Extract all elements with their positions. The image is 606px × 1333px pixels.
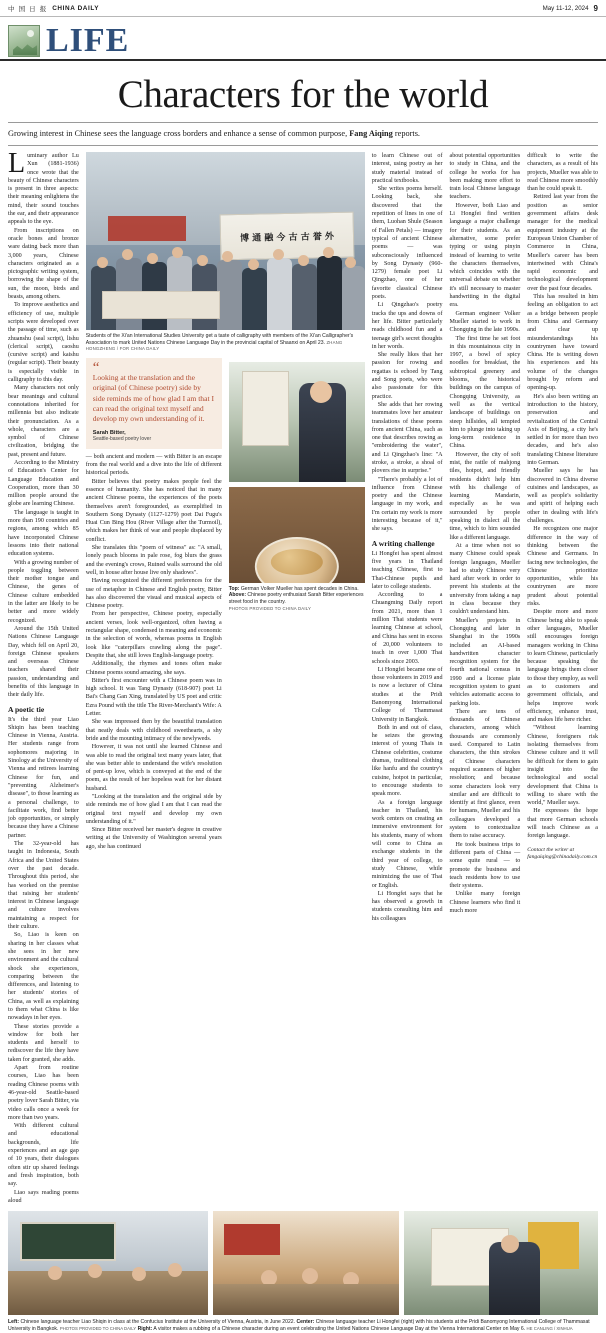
section-title: LIFE xyxy=(46,22,130,59)
paragraph: To improve aesthetics and efficiency of use, multiple scripts were developed over the passage of time, such as zhuanshu (seal script), lishu (clerical script), caoshu (cursive script) and kaishu (regular script). Their beauty is especially visible in calligraphy to this day. xyxy=(8,302,79,384)
paragraph: She adds that her rowing teammates love her amateur translations of these poems from ancient China, such as one that describes rowing as "embroidering the water", and Li Qingzhao's line: "A stroke, a stroke, a shoal of plovers rise in surprise." xyxy=(371,401,443,475)
paragraph: Additionally, the rhymes and tones often make Chinese poems sound amazing, she says. xyxy=(85,661,222,676)
paragraph: He's also been writing an introduction to the history, preservation and revitalization of the Central Axis of Beijing, a city he's settled in for more than two decades, and he's also translating Chinese literature into German. xyxy=(527,393,598,466)
caption-text: Chinese language teacher Liao Shiqin in class at the Confucius Institute at the University of Vienna, Austria, in June 2022. xyxy=(19,1319,296,1326)
article-column-2 xyxy=(86,358,222,851)
rubbing-character-photo xyxy=(404,1211,598,1315)
paragraph: Since Bitter received her master's degree in creative writing at the University of Washington several years ago, she has continued xyxy=(85,827,222,850)
bottom-photo-captions xyxy=(0,1315,606,1332)
bottom-photo-strip xyxy=(0,1205,606,1315)
paragraph: Li Hongfei has spent almost five years in Thailand teaching Chinese, first to Thai-Chinese pupils and later to college students. xyxy=(371,550,443,590)
paragraph: Li Qingzhao's poetry tracks the ups and downs of her life. Bitter particularly reads childhood fun and a teenage girl's secret thoughts in her words. xyxy=(371,302,443,350)
paragraph: There are tens of thousands of Chinese characters, among which thousands are commonly used. Compared to Latin characters, the thin strokes of Chinese characters required scanners of higher resolution; and because some characters look very similar and are difficult to identify at first glance, even for humans, Mueller and his colleagues developed a system to contextualize them to raise accuracy. xyxy=(449,708,521,840)
pull-quote xyxy=(86,358,222,449)
vienna-classroom-photo xyxy=(8,1211,208,1315)
paragraph: about potential opportunities to study in China, and the college he works for has been making more effort to train local Chinese language teachers. xyxy=(449,153,521,201)
section-banner xyxy=(0,17,606,61)
paragraph: However, both Liao and Li Hongfei find written language a major challenge for their students. As an alternative, some prefer typing or using pinyin instead of learning to write the characters themselves, which coincides with the universal debate on whether it's still necessary to master handwriting in the digital era. xyxy=(449,202,521,309)
caption-text: A visitor makes a rubbing of a Chinese character during an event celebrating the United Nations Chinese Language Day at the Vienna International Center on May 6. xyxy=(152,1325,526,1332)
photo-credit: HE CANLING / XINHUA xyxy=(526,1325,573,1331)
paragraph: Bitter believes that poetry makes people feel the essence of humanity. She has noticed that in many ancient Chinese poems, the experiences of the poets themselves aren't foregrounded, as exemplified in Southern Song Dynasty (1127-1279) poet Dai Fugu's Huai Cun Bing Hou (River Village after the Turmoil), which makes her think of war and people displaced by conflict. xyxy=(85,478,222,543)
paragraph: "There's probably a lot of influence from Chinese poetry and the Chinese language in my work, and I'm certain my work is more interesting because of it," she says. xyxy=(371,476,443,533)
caption-label: Right: xyxy=(137,1325,153,1332)
paragraph: "Looking at the translation and the original side by side reminds me of how glad I am that I can read the original text myself and develop my own understanding of it." xyxy=(85,793,222,825)
article-column-3 xyxy=(229,358,365,851)
paragraph: At a time when not so many Chinese could speak foreign languages, Mueller had to study Chinese very hard after work in order to prevent his students at the university from taking a nap in class because they couldn't understand him. xyxy=(449,542,521,616)
paragraph: From inscriptions on oracle bones and bronze ware dating back more than 3,000 years, Chinese characters originated as a pictographic writing system, borrowing the shape of the sun, the moon, birds and beasts, among others. xyxy=(8,227,79,301)
paragraph: From her perspective, Chinese poetry, especially ancient verses, look well-organized, often having a rectangular shape, condensed in meaning and economic in the selection of words, whereas poems in English look like "caterpillars crawling along the page". Despite that, she still loves English-language poetry. xyxy=(85,611,222,659)
paragraph: He recognizes one major difference in the way of thinking between the Chinese and Germans. In facing new technologies, the Chinese prioritize opportunities, while his countrymen are more prudent about potential risks. xyxy=(527,526,598,608)
paragraph: According to a Chuangming Daily report from 2021, more than 1 million Thai students were learning Chinese at school, and China has sent in excess of 20,000 volunteers to teach in over 1,000 Thai schools since 2003. xyxy=(371,592,443,665)
article-column-1 xyxy=(8,148,79,1205)
volker-mueller-portrait xyxy=(229,362,365,482)
paragraph: The first time he set foot in this mountainous city in 1997, a bowl of spicy noodles for breakfast, the subtropical greenery and blooms, the historical buildings on the campus of Chongqing University, as well as the vertical landscape of buildings on steep hillsides, all tempted him to plunge into taking up long-term residence in China. xyxy=(449,335,521,450)
paragraph: The language is taught in more than 190 countries and regions, among which 85 have incorporated Chinese lessons into their national education systems. xyxy=(8,509,79,558)
top-photo-caption xyxy=(86,333,365,353)
paragraph: Many characters not only bear meanings and cultural connotations inherited for millennia but also indicate their pronunciation. As a whole, characters are a symbol of Chinese civilization, bridging the past, present and future. xyxy=(8,385,79,458)
subheadline xyxy=(0,123,606,145)
paragraph: German engineer Volker Mueller started to work in Chongqing in the late 1990s. xyxy=(449,310,521,334)
photo-credit: PHOTOS PROVIDED TO CHINA DAILY xyxy=(59,1325,137,1331)
paragraph: Around the 15th United Nations Chinese Language Day, which fell on April 20, foreign Chinese speakers and overseas Chinese teachers shared their passion, understanding and benefits of this language in their daily life. xyxy=(8,625,79,699)
caption-text: Chinese language teacher Li Hongfei (right) with his students at the Pridi Banomyong International College of Thammasat University in Bangkok. xyxy=(8,1319,590,1332)
photo-credit: PHOTOS PROVIDED TO CHINA DAILY xyxy=(228,605,312,611)
masthead-date: May 11-12, 2024 xyxy=(542,4,589,12)
paragraph: Luminary author Lu Xun (1881-1936) once wrote that the beauty of Chinese characters is present in three aspects: their meaning enlightens the mind, their sound touches the ear, and their appearance appeals to the eye. xyxy=(8,148,79,226)
caption-text: Students of the Xi'an International Studies University get a taste of calligraphy with members of the Xi'an Calligrapher's Association to mark United Nations Chinese Language Day in the provincial capital of Shaanxi on April 23. xyxy=(85,333,354,346)
paragraph: Unlike many foreign Chinese learners who find it much more xyxy=(449,891,521,915)
paragraph: He expresses the hope that more German schools will teach Chinese as a foreign language. xyxy=(527,808,598,840)
pull-quote-attribution-name: Sarah Bitter, xyxy=(92,429,126,436)
quote-mark-icon: “ xyxy=(92,359,100,376)
caption-label: Above: xyxy=(228,592,247,599)
paragraph: She writes poems herself. Looking back, she discovered that the repetition of lines in one of them, Luohan Shule (Season of Fallen Petals) — imagery typical of ancient Chinese poems — was subconsciously influenced by Song Dynasty (960-1279) female poet Li Qingzhao, one of her favorite classical Chinese poets. xyxy=(371,186,443,301)
section-subheading: A writing challenge xyxy=(371,538,435,548)
byline: Fang Aiqing xyxy=(349,129,393,138)
calligraphy-event-photo xyxy=(86,152,365,330)
paragraph: Mueller says he has discovered in China diverse cuisines and landscapes, as well as people's solidarity and spirit of helping each other in dealing with life's challenges. xyxy=(527,468,598,525)
caption-label: Left: xyxy=(8,1319,20,1326)
paragraph: She translates this "poem of witness" as: "A small, lonely peach blooms in pale rose, fog blurs the grass and the evening's crows, Ruined walls surround the old well, in house after house live only shadows". xyxy=(85,545,222,576)
paragraph: With different cultural and educational backgrounds, life experiences and an age gap of 10 years, their dialogues often stir up shared feelings and fresh inspiration, both say. xyxy=(8,1123,79,1188)
paragraph: Liao says reading poems aloud xyxy=(8,1189,79,1204)
paragraph: He took business trips to different parts of China — some quite rural — to promote the business and teach residents how to use their systems. xyxy=(449,841,521,890)
subheadline-text: Growing interest in Chinese sees the language cross borders and enhance a sense of common purpose, xyxy=(8,129,350,138)
paragraph: Li Hongfei says that he has observed a growth in students consulting him and his colleagues xyxy=(371,890,443,922)
article-column-6 xyxy=(527,152,598,1205)
paragraph: These stories provide a window for both her students and herself to rediscover the life they have taken for granted, she adds. xyxy=(8,1023,79,1063)
section-subheading: A poetic tie xyxy=(8,704,45,714)
biangbiang-noodles-photo xyxy=(229,487,365,583)
article-column-5 xyxy=(450,152,521,1205)
paragraph: She really likes that her passion for rowing and regattas is echoed by Tang and Song poets, who were also passionate for this practice. xyxy=(371,352,443,400)
paragraph: Retired last year from the position as senior government affairs desk manager for the medical equipment industry at the European Union Chamber of Commerce in China, Mueller's career has been intertwined with China's rapid economic and technological development over the past four decades. xyxy=(527,194,598,292)
paragraph: She was impressed then by the beautiful translation that neatly deals with childhood sweethearts, a shy bride and the mounting intimacy of the newlyweds. xyxy=(85,719,222,742)
paragraph: Li Hongfei became one of those volunteers in 2019 and is now a lecturer of China studies at the Pridi Banomyong International College of Thammasat University in Bangkok. xyxy=(371,666,443,723)
masthead-page-number: 9 xyxy=(593,3,598,13)
pull-quote-text: Looking at the translation and the original (of Chinese poetry) side by side reminds me of how glad I am that I can read the original text myself and develop my own understanding of it. xyxy=(92,372,215,424)
caption-text: German Volker Mueller has spent decades in China. xyxy=(239,585,359,592)
article-column-4 xyxy=(372,152,443,1205)
paragraph: According to the Ministry of Education's Center for Language Education and Cooperation, more than 30 million people around the globe are learning Chinese. xyxy=(8,459,79,508)
masthead-chinese-name: 中 国 日 报 xyxy=(8,4,48,13)
paragraph: "Without learning Chinese, foreigners risk isolating themselves from Chinese culture and it will be difficult for them to gain insight into the technological and social development that China is willing to share with the world," Mueller says. xyxy=(527,725,598,807)
paragraph: The 32-year-old has taught in Indonesia, South Africa and the United States over the past decade. Throughout this period, she has worked on the premise that raising her students' interest in Chinese language and culture involves maintaining a respect for their culture. xyxy=(8,841,79,931)
paragraph: With a growing number of people toggling between their mother tongue and Chinese, the genes of Chinese culture embedded in the latter are likely to be better and more widely recognized. xyxy=(8,559,79,624)
paragraph: However, the city of soft mist, the rattle of mahjong tiles, hotpot, and friendly residents didn't help him with his challenge of learning Mandarin, especially as he was surrounded by people speaking in dialect all the time, which to him sounded like a different language. xyxy=(449,451,521,541)
subheadline-tail: reports. xyxy=(392,129,421,138)
page-title: Characters for the world xyxy=(117,73,489,116)
photo-credit: ZHANG HONGZHENG / FOR CHINA DAILY xyxy=(85,339,343,352)
masthead xyxy=(0,0,606,17)
paragraph: So, Liao is keen on sharing in her classes what she sees in her new environment and the cultural shock she experiences, comparing between the differences, and listening to her students' stories of China, as well as explaining to them what China is like nowadays in her eyes. xyxy=(8,932,79,1022)
paragraph: — both ancient and modern — with Bitter is an escape from the real world and a dive into the life of different historical periods. xyxy=(85,453,222,477)
pull-quote-attribution-role: Seattle-based poetry lover xyxy=(92,435,152,442)
paragraph: However, it was not until she learned Chinese and was able to read the original text many years later, that she was better able to understand the wife's resolution of pent-up love, which is conveyed at the end of the poem, as the result of her hopeless wait for her distant husband. xyxy=(85,744,222,792)
paragraph: Mueller's projects in Chongqing and later in Shanghai in the 1990s included an AI-based handwritten character recognition system for the fourth national census in 1990 and a license plate recognition system to grant vehicles automatic access to parking lots. xyxy=(449,617,521,707)
caption-label: Center: xyxy=(296,1319,315,1326)
rule-below-subhead xyxy=(8,145,598,146)
paragraph: Despite more and more Chinese being able to speak other languages, Mueller still encourages foreign managers working in China to learn Chinese, particularly because speaking the language brings them closer to those they employ, as well as to customers and government officials, and helps improve work efficiency, enhance trust, and makes life here richer. xyxy=(527,609,598,724)
paragraph: It's the third year Liao Shiqin has been teaching Chinese in Vienna, Austria. Her students range from sophomores majoring in Sinology at the University of Vienna and retirees learning Chinese for fun, and "preventing Alzheimer's disease", to those learning as a personal challenge, to facilitate work, find better job opportunities, or simply because they have a Chinese partner. xyxy=(8,716,79,839)
writer-contact: Contact the writer at fangaiqing@chinadaily.com.cn xyxy=(527,846,598,861)
paragraph: Bitter's first encounter with a Chinese poem was in high school. It was Tang Dynasty (618-907) poet Li Bai's Chang Gan Xing, translated by US poet and critic Ezra Pound with the title The River-Merchant's Wife: A Letter. xyxy=(85,677,222,718)
banner-characters-text: 博 通 融 今 古 古 誉 外 xyxy=(239,231,334,244)
bangkok-classroom-photo xyxy=(213,1211,399,1315)
paragraph: to learn Chinese out of interest, using poetry as her study material instead of practical textbooks. xyxy=(371,153,443,184)
paragraph: Both in and out of class, he seizes the growing interest of young Thais in Chinese celebrities, costume dramas, traditional clothing like hanfu and the country's cuisine, hotpot in particular, to encourage students to speak more. xyxy=(371,724,443,798)
portrait-caption xyxy=(229,586,365,612)
paragraph: difficult to write the characters, as a result of his projects, Mueller was able to read Chinese more smoothly than he could speak it. xyxy=(527,153,598,193)
paragraph: Having recognized the different preferences for the use of metaphor in Chinese and English poetry, Bitter has also discovered the visual and musical aspects of Chinese poetry. xyxy=(85,578,222,610)
paragraph: This has resulted in him feeling an obligation to act as a bridge between people from China and Germany and clear up misunderstandings his countrymen have toward China. He is writing down his experiences and his volume of the changes brought by reform and opening-up. xyxy=(527,294,598,392)
masthead-publication: CHINA DAILY xyxy=(52,4,100,12)
article-center-block xyxy=(86,152,365,1205)
china-daily-seal-icon xyxy=(8,25,40,57)
article-body xyxy=(0,148,606,1205)
paragraph: As a foreign language teacher in Thailand, his work centers on creating an immersive environment for his students, many of whom will come to China as exchange students in the third year of college, to study Chinese, while minimizing the use of Thai or English. xyxy=(371,799,443,889)
caption-label: Top: xyxy=(228,585,240,592)
paragraph: Apart from routine courses, Liao has been reading Chinese poems with 46-year-old Seattle-based poetry lover Sarah Bitter, via video calls once a week for more than two years. xyxy=(8,1065,79,1121)
caption-text: Chinese poetry enthusiast Sarah Bitter experiences street food in the country. xyxy=(228,592,364,605)
